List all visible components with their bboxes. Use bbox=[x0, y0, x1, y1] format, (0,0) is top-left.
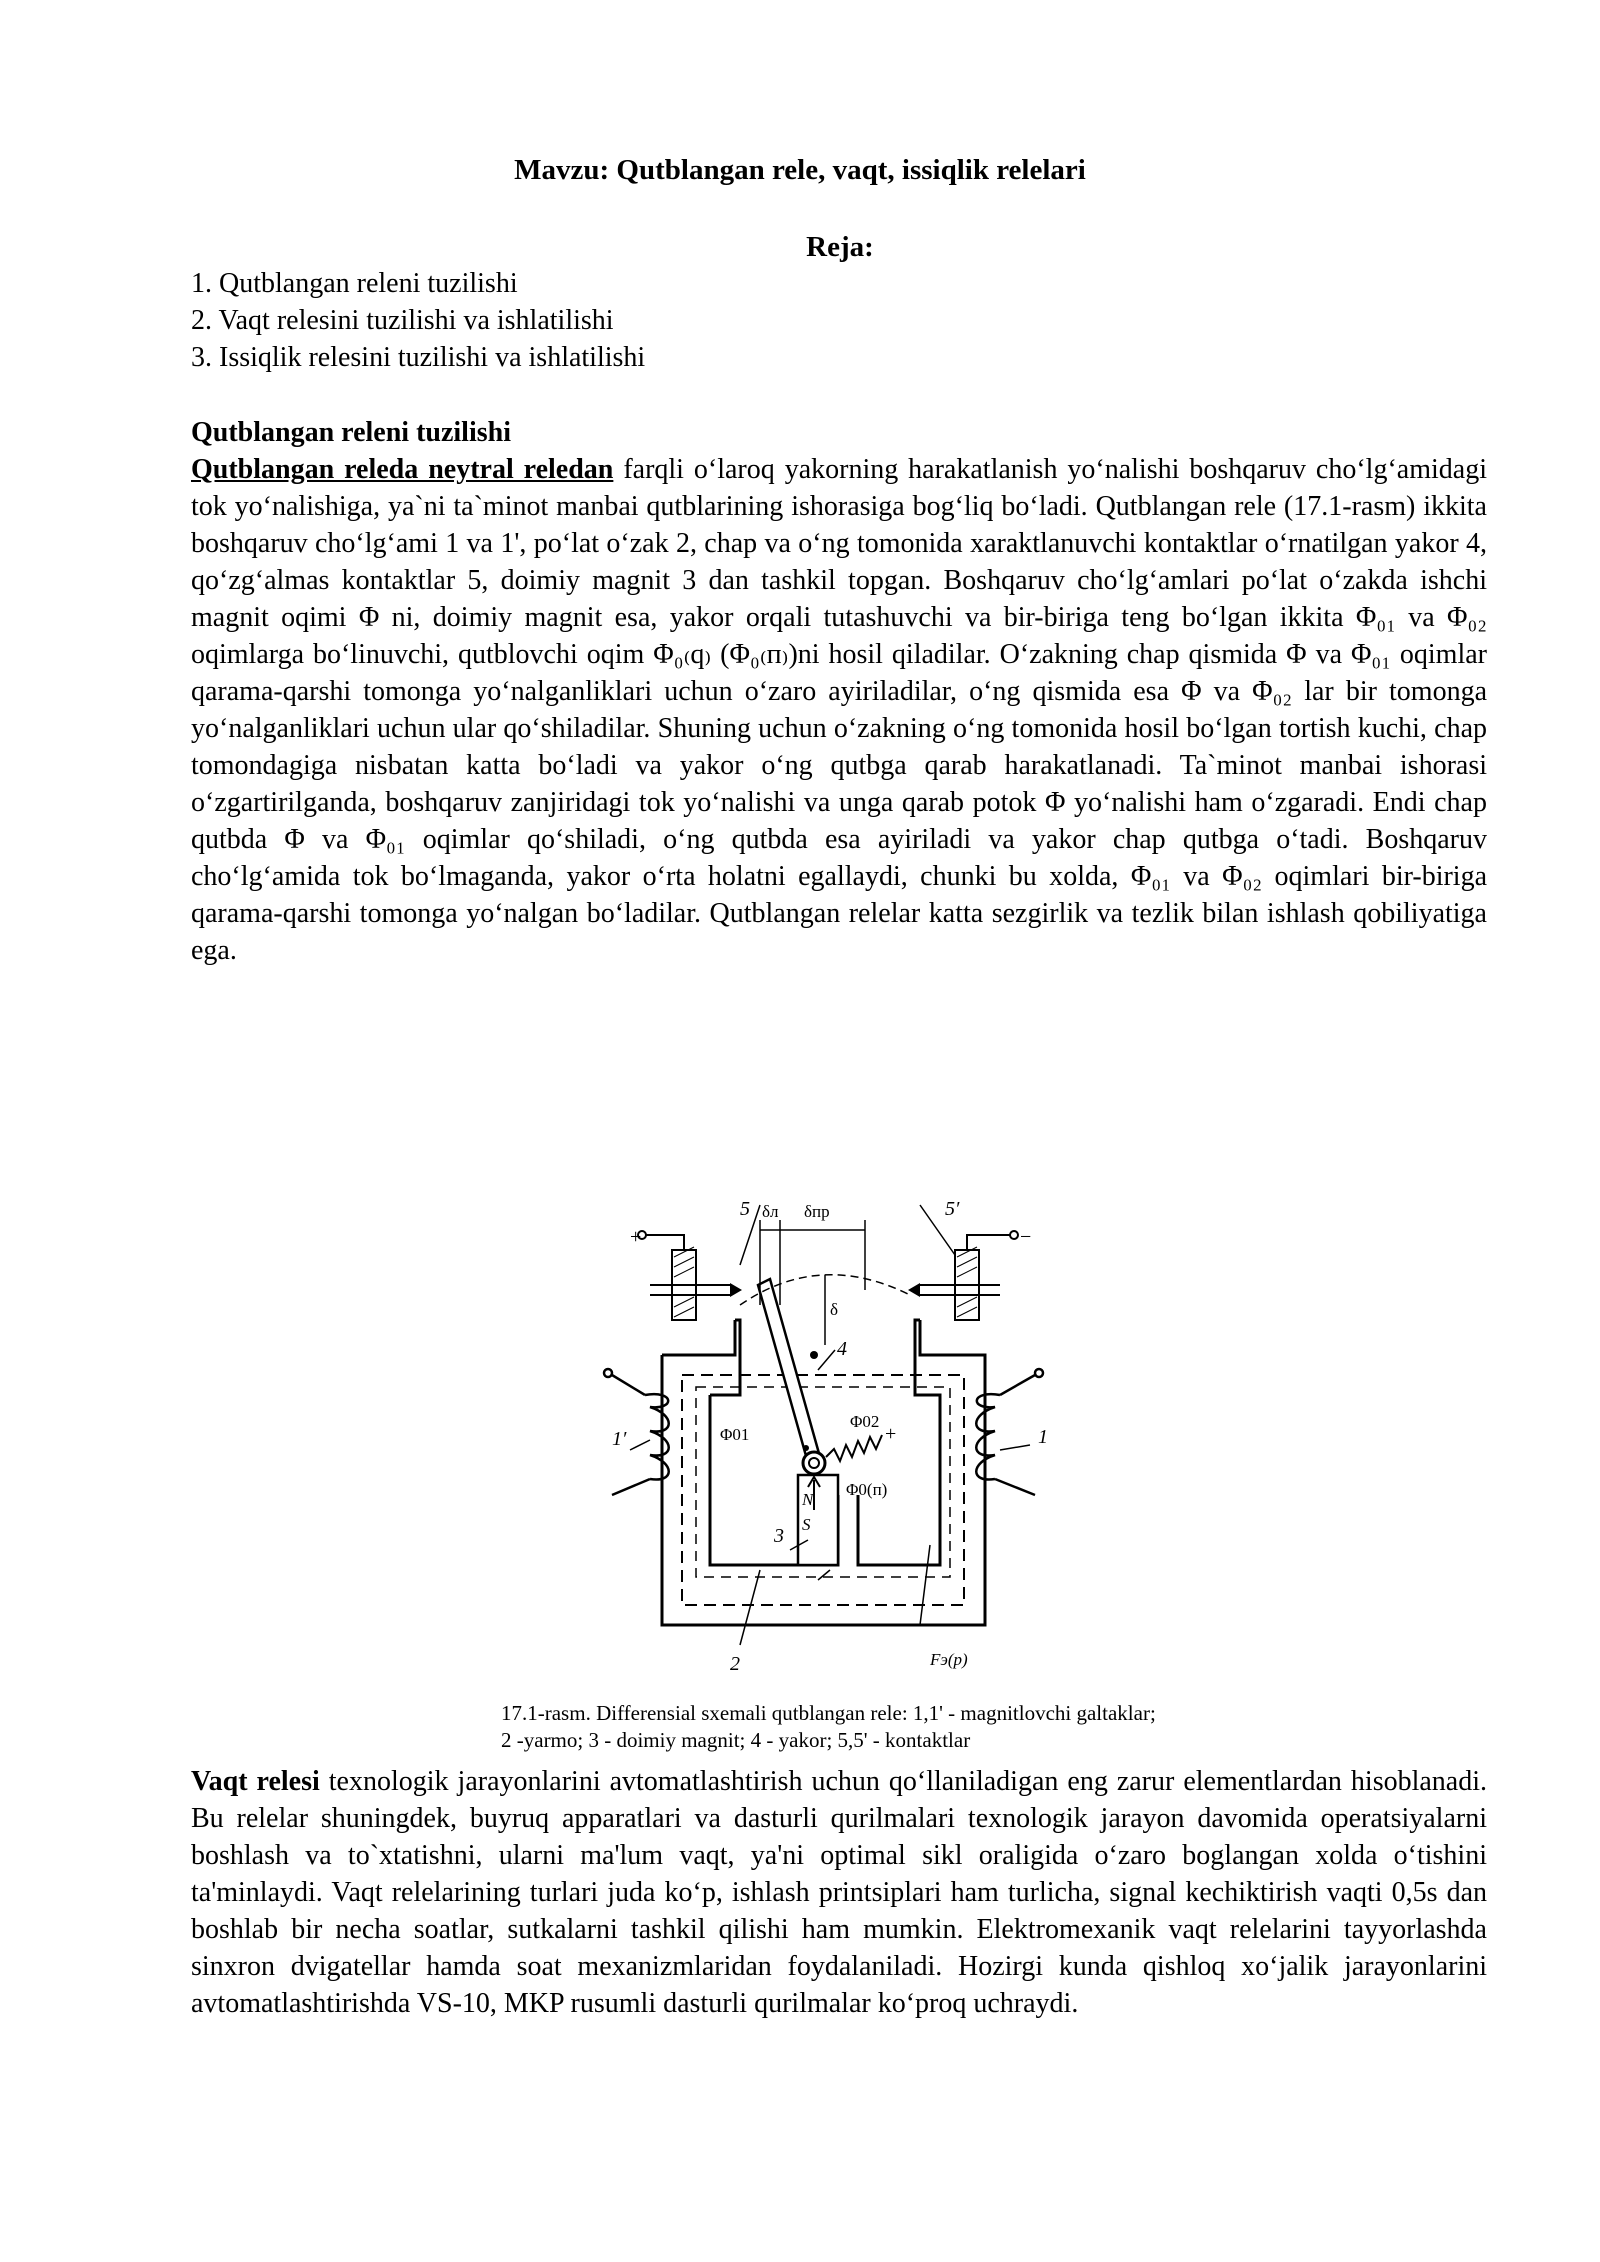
label-dpr: δпр bbox=[804, 1202, 830, 1221]
page-title: Mavzu: Qutblangan rele, vaqt, issiqlik relelari bbox=[514, 154, 1086, 186]
paragraph-time-relay bbox=[191, 1763, 1487, 2022]
figure-caption bbox=[501, 1700, 1156, 1754]
label-minus-right: − bbox=[1020, 1226, 1032, 1248]
label-1p: 1′ bbox=[612, 1428, 627, 1450]
plan-item: 1. Qutblangan releni tuzilishi bbox=[191, 268, 518, 299]
label-fe: Fэ(р) bbox=[930, 1650, 968, 1669]
label-plus-spring: + bbox=[885, 1423, 897, 1445]
paragraph-text: texnologik jarayonlarini avtomatlashtirish uchun qoʻllaniladigan eng zarur elementlardan hisoblanadi. Bu relelar shuningdek, buyruq apparatlari va dasturli qurilmalari texnologik jarayon davomida operatsiyalarni boshlash va to`xtatishni, ularni ma'lum vaqt, ya'ni optimal sikl oraligida oʻzaro boglangan xolda oʻtishini ta'minlaydi. Vaqt relelarining turlari juda koʻp, ishlash printsiplari ham turlicha, signal kechiktirish vaqti 0,5s dan boshlab bir necha soatlar, sutkalarni tashkil qilishi ham mumkin. Elektromexanik vaqt relelarini tayyorlashda sinxron dvigatellar hamda soat mexanizmlaridan foydalaniladi. Hozirgi kunda qishloq xoʻjalik jarayonlarini avtomatlashtirishda VS-10, MKP rusumli dasturli qurilmalar koʻproq uchraydi. bbox=[191, 1766, 1487, 2019]
caption-line: 17.1-rasm. Differensial sxemali qutblangan rele: 1,1' - magnitlovchi galtaklar; bbox=[501, 1701, 1156, 1725]
label-dl: δл bbox=[762, 1202, 779, 1221]
coil-1p bbox=[645, 1394, 669, 1479]
label-4: 4 bbox=[837, 1338, 847, 1360]
label-phi01: Φ01 bbox=[720, 1425, 750, 1444]
label-d: δ bbox=[830, 1300, 839, 1319]
label-s: S bbox=[802, 1515, 811, 1534]
paragraph-text: farqli oʻlaroq yakorning harakatlanish yoʻnalishi boshqaruv choʻlgʻamidagi tok yoʻnalishiga, ya`ni ta`minot manbai qutblarining ishorasiga bogʻliq boʻladi. Qutblangan rele (17.1-rasm) ikkita boshqaruv choʻlgʻami 1 va 1', poʻlat oʻzak 2, chap va oʻng tomonida xaraktlanuvchi kontaktlar oʻrnatilgan yakor 4, qoʻzgʻalmas kontaktlar 5, doimiy magnit 3 dan tashkil topgan. Boshqaruv choʻlgʻamlari poʻlat oʻzakda ishchi magnit oqimi Φ ni, doimiy magnit esa, yakor orqali tutashuvchi va bir-biriga teng boʻlgan ikkita Φ₀₁ va Φ₀₂ oqimlarga boʻlinuvchi, qutblovchi oqim Φ₀₍q₎ (Φ₀₍п₎)ni hosil qiladilar. Oʻzakning chap qismida Φ va Φ₀₁ oqimlar qarama-qarshi tomonga yoʻnalganliklari uchun oʻzaro ayiriladilar, oʻng qismida esa Φ va Φ₀₂ lar bir tomonga yoʻnalganliklari uchun ular qoʻshiladilar. Shuning uchun oʻzakning oʻng tomonida hosil boʻlgan tortish kuchi, chap tomondagiga nisbatan katta boʻladi va yakor oʻng qutbga qarab harakatlanadi. Ta`minot manbai ishorasi oʻzgartirilganda, boshqaruv zanjiridagi tok yoʻnalishi va unga qarab potok Φ yoʻnalishi ham oʻzgaradi. Endi chap qutbda Φ va Φ₀₁ oqimlar qoʻshiladi, oʻng qutbda esa ayiriladi va yakor chap qutbga oʻtadi. Boshqaruv choʻlgʻamida tok boʻlmaganda, yakor oʻrta holatni egallaydi, chunki bu xolda, Φ₀₁ va Φ₀₂ oqimlari bir-biriga qarama-qarshi tomonga yoʻnalgan boʻladilar. Qutblangan relelar katta sezgirlik va tezlik bilan ishlash qobiliyatiga ega. bbox=[191, 454, 1487, 966]
spring bbox=[826, 1435, 882, 1461]
coil-1 bbox=[976, 1394, 1000, 1479]
label-n: N bbox=[802, 1490, 814, 1509]
armature bbox=[758, 1279, 820, 1463]
label-3: 3 bbox=[774, 1525, 784, 1547]
label-plus-left: + bbox=[630, 1226, 642, 1248]
plan-heading: Reja: bbox=[806, 231, 874, 263]
caption-line: 2 -yarmo; 3 - doimiy magnit; 4 - yakor; 5,5' - kontaktlar bbox=[501, 1728, 971, 1752]
label-phi02: Φ02 bbox=[850, 1412, 880, 1431]
polarized-relay-diagram bbox=[590, 1195, 1110, 1685]
label-1: 1 bbox=[1038, 1426, 1048, 1448]
core-outer-left bbox=[662, 1320, 735, 1355]
label-5: 5 bbox=[740, 1198, 750, 1220]
pole-tips bbox=[735, 1320, 920, 1353]
label-5p: 5′ bbox=[945, 1198, 960, 1220]
label-phi0n: Φ0(п) bbox=[846, 1480, 888, 1499]
paragraph-lead: Vaqt relesi bbox=[191, 1766, 320, 1797]
label-2: 2 bbox=[730, 1653, 740, 1675]
plan-item: 2. Vaqt relesini tuzilishi va ishlatilishi bbox=[191, 305, 614, 336]
plan-item: 3. Issiqlik relesini tuzilishi va ishlatilishi bbox=[191, 342, 646, 373]
section-heading: Qutblangan releni tuzilishi bbox=[191, 417, 511, 448]
paragraph-lead: Qutblangan releda neytral reledan bbox=[191, 454, 614, 485]
paragraph-polarized-relay bbox=[191, 451, 1487, 969]
plan-list bbox=[191, 265, 645, 376]
